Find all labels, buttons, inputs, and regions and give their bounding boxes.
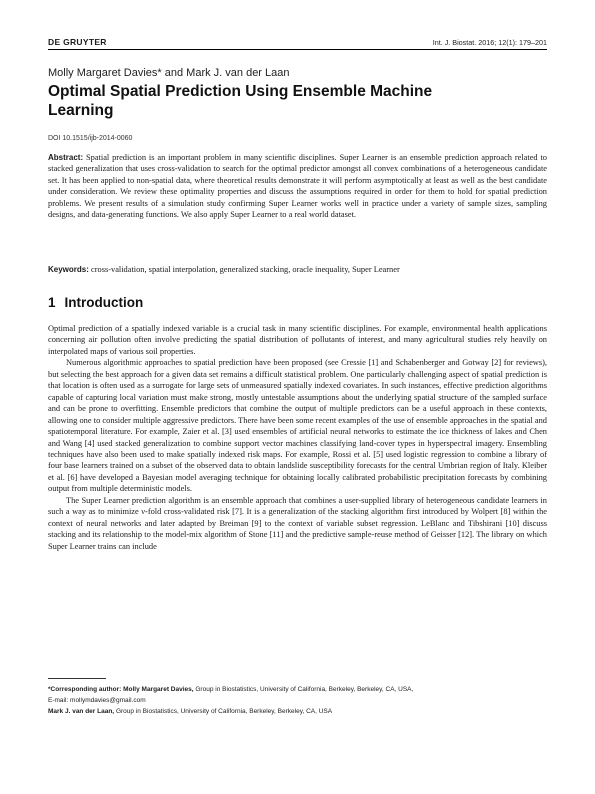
paragraph: Numerous algorithmic approaches to spatial prediction have been proposed (see Cressie [1] and Schabenberger and Gotway [2] for reviews), but selecting the best approach for a given data set remains a difficult statistical problem. One particularly challenging aspect of spatial prediction is that location is often used as a surrogate for large sets of unmeasured spatially indexed covariates. In such instances, effective prediction algorithms capable of capturing local variation must make strong, mostly untestable assumptions about the underlying spatial structure of the sampled surface and can be prone to overfitting. Ensemble predictors that combine the output of multiple predictors can be a useful approach in these contexts, allowing one to consider multiple aggressive predictors. There have been some recent examples of the use of ensemble approaches in the spatial and spatiotemporal literature. For example, Zaier et al. [3] used ensembles of artificial neural networks to estimate the ice thickness of lakes and Chen and Wang [4] used stacked generalization to combine support vector machines classifying land-cover types in hyperspectral imagery. Ensembling techniques have also been used to make spatially indexed risk maps. For example, Rossi et al. [5] used logistic regression to combine a library of four base learners trained on a subset of the observed data to obtain landslide susceptibility forecasts for the central Umbrian region of Italy. Kleiber et al. [6] have developed a Bayesian model averaging technique for obtaining locally calibrated probabilistic precipitation forecasts by combining output from multiple deterministic models.: [48, 358, 547, 494]
abstract-text: Spatial prediction is an important problem in many scientific disciplines. Super Learner is an ensemble prediction approach related to stacked generalization that uses cross-validation to search for the optimal predictor amongst all convex combinations of a heterogeneous candidate set. It has been applied to non-spatial data, where theoretical results demonstrate it will perform asymptotically at least as well as the best candidate under consideration. We review these optimality properties and discuss the assumptions required in order for them to hold for spatial prediction problems. We present results of a simulation study confirming Super Learner works well in practice under a variety of sample sizes, sampling designs, and data-generating functions. We also apply Super Learner to a real world dataset.: [48, 153, 547, 220]
abstract-label: Abstract:: [48, 153, 84, 162]
coauthor-name: Mark J. van der Laan,: [48, 708, 115, 715]
doi-link[interactable]: DOI 10.1515/ijb-2014-0060: [48, 135, 133, 142]
journal-reference: Int. J. Biostat. 2016; 12(1): 179–201: [432, 38, 547, 47]
section-heading: [48, 295, 143, 310]
paragraph: The Super Learner prediction algorithm is an ensemble approach that combines a user-supplied library of heterogeneous candidate learners in such a way as to minimize ν-fold cross-validated risk [7]. It is a generalization of the stacking algorithm first introduced by Wolpert [8] within the context of neural networks and later adapted by Breiman [9] to the context of variable subset regression. LeBlanc and Tibshirani [10] discuss stacking and its relationship to the model-mix algorithm of Stone [11] and the predictive sample-reuse method of Geisser [12]. The library on which Super Learner trains can include: [48, 495, 547, 551]
section-number: 1: [48, 295, 56, 310]
corresponding-author-email[interactable]: E-mail: mollymdavies@gmail.com: [48, 697, 146, 704]
keywords-text: cross-validation, spatial interpolation, generalized stacking, oracle inequality, Super Learner: [91, 265, 400, 274]
abstract: [48, 152, 547, 220]
running-header: [48, 33, 547, 47]
corresponding-author-note: [48, 684, 547, 695]
header-rule: [48, 49, 547, 50]
author-list: Molly Margaret Davies* and Mark J. van der Laan: [48, 67, 290, 79]
article-title: Optimal Spatial Prediction Using Ensemble Machine Learning: [48, 83, 433, 119]
keywords: [48, 264, 547, 275]
corresponding-author-name: *Corresponding author: Molly Margaret Davies,: [48, 686, 194, 693]
footnotes: [48, 684, 547, 717]
corresponding-author-affiliation: Group in Biostatistics, University of California, Berkeley, Berkeley, CA, USA,: [195, 686, 414, 693]
section-title: Introduction: [64, 295, 144, 310]
paragraph: Optimal prediction of a spatially indexed variable is a crucial task in many scientific disciplines. For example, environmental health applications concerning air pollution often involve predicting the spatial distribution of pollutants of interest, and many agricultural studies rely heavily on interpolated maps of various soil properties.: [48, 324, 547, 356]
coauthor-note: [48, 706, 547, 717]
publisher-logo: DE GRUYTER: [48, 37, 107, 47]
body-text: [48, 323, 547, 552]
footnote-divider: [48, 678, 106, 679]
keywords-label: Keywords:: [48, 265, 89, 274]
coauthor-affiliation: Group in Biostatistics, University of California, Berkeley, Berkeley, CA, USA: [115, 708, 333, 715]
